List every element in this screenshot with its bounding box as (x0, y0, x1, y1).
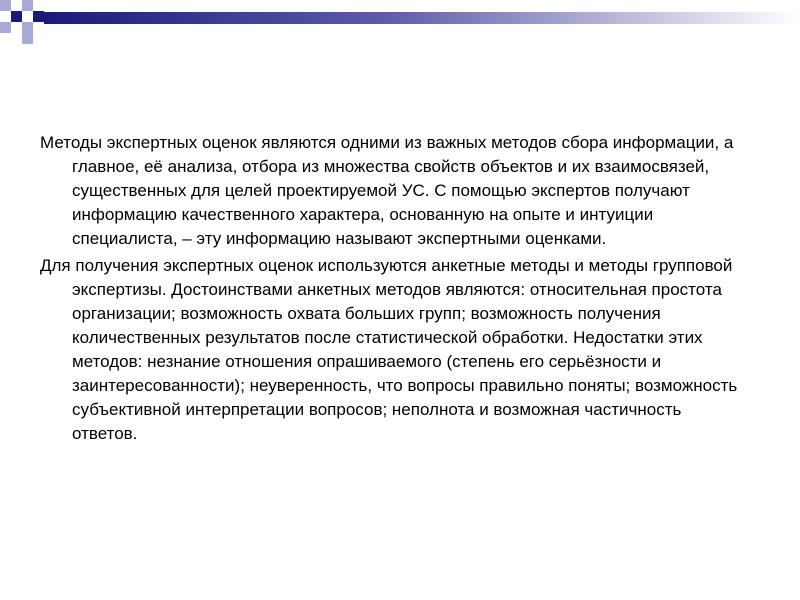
header-decoration (0, 0, 800, 50)
slide-body (40, 131, 740, 449)
header-gradient-band (44, 12, 800, 24)
body-paragraph-1: Методы экспертных оценок являются одними из важных методов сбора информации, а главное, её анализа, отбора из множества свойств объектов и их взаимосвязей, существенных для целей проектируемой УС. С помощью экспертов получают информацию качественного характера, основанную на опыте и интуиции специалиста, – эту информацию называют экспертными оценками. (40, 133, 734, 248)
body-paragraph-2: Для получения экспертных оценок используются анкетные методы и методы групповой экспертизы. Достоинствами анкетных методов являются: относительная простота организации; возможность охвата больших групп; возможность получения количественных результатов после статистической обработки. Недостатки этих методов: незнание отношения опрашиваемого (степень его серьёзности и заинтересованности); неуверенность, что вопросы правильно поняты; возможность субъективной интерпретации вопросов; неполнота и возможная частичность ответов. (40, 256, 738, 443)
header-square-pattern (0, 0, 44, 44)
